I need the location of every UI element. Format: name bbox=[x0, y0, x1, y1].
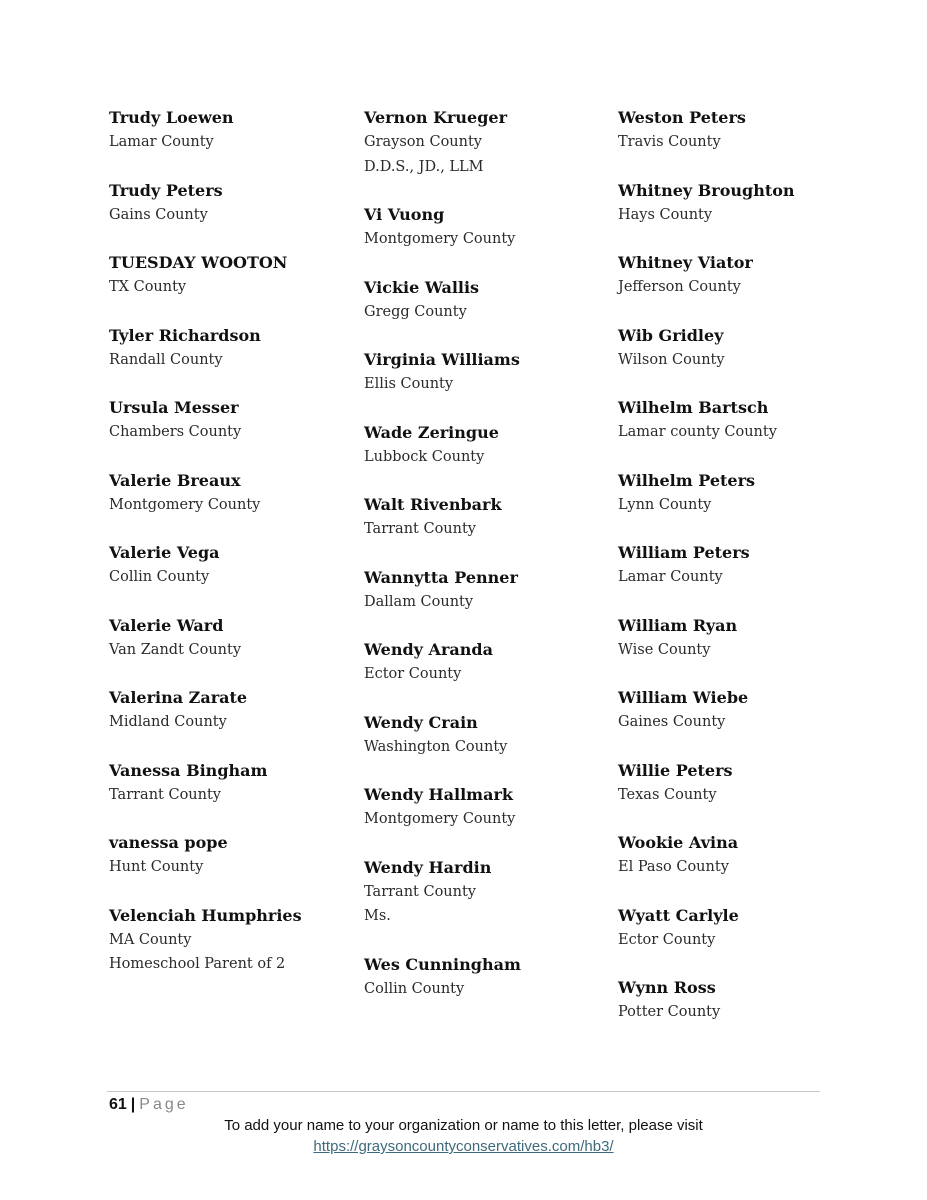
signatory-entry bbox=[618, 324, 858, 373]
signatory-entry bbox=[618, 759, 858, 808]
signatory-entry bbox=[364, 493, 604, 542]
signatory-county: Gregg County bbox=[364, 303, 467, 320]
signatory-name: Ursula Messer bbox=[109, 398, 239, 417]
signatory-entry bbox=[109, 831, 349, 880]
signatory-county: TX County bbox=[109, 279, 187, 295]
signatory-name: Wannytta Penner bbox=[364, 567, 518, 587]
signatory-name: Wendy Aranda bbox=[364, 640, 493, 659]
signatory-entry bbox=[364, 953, 604, 1002]
signatory-entry bbox=[109, 324, 349, 373]
signatory-entry bbox=[618, 976, 858, 1025]
signatory-county: Van Zandt County bbox=[109, 641, 242, 658]
signatory-county: Ector County bbox=[618, 931, 716, 948]
signatory-entry bbox=[618, 686, 858, 735]
signatory-name: Wyatt Carlyle bbox=[618, 905, 739, 925]
signatory-name: Valerie Ward bbox=[109, 615, 224, 635]
signatory-entry bbox=[109, 179, 349, 228]
signatory-name: Wendy Hallmark bbox=[364, 785, 513, 804]
signatory-name: Wilhelm Peters bbox=[618, 470, 756, 490]
signatory-county: Potter County bbox=[618, 1004, 721, 1020]
signatory-county: Hunt County bbox=[109, 859, 204, 875]
footer-divider bbox=[107, 1091, 820, 1092]
signatory-name: Wes Cunningham bbox=[364, 954, 521, 974]
signatory-entry bbox=[618, 904, 858, 953]
signatory-note: Homeschool Parent of 2 bbox=[109, 956, 286, 972]
signatory-name: Wynn Ross bbox=[618, 978, 716, 997]
signatory-entry bbox=[109, 541, 349, 590]
signatory-entry bbox=[109, 396, 349, 445]
signatory-name: Velenciah Humphries bbox=[109, 905, 302, 925]
page-label: Page bbox=[139, 1096, 189, 1113]
signatory-county: Dallam County bbox=[364, 593, 474, 610]
signatory-entry bbox=[364, 638, 604, 687]
signatory-county: Wilson County bbox=[618, 351, 725, 368]
signatory-entry bbox=[618, 541, 858, 590]
signatory-county: Lubbock County bbox=[364, 448, 485, 465]
signatory-entry bbox=[109, 469, 349, 518]
signatory-entry bbox=[618, 251, 858, 300]
signatory-county: Jefferson County bbox=[618, 279, 741, 295]
signatory-name: vanessa pope bbox=[109, 833, 228, 852]
signatory-name: Tyler Richardson bbox=[109, 325, 261, 345]
signatory-entry bbox=[109, 251, 349, 300]
signatory-name: Vickie Wallis bbox=[364, 277, 480, 297]
signatory-entry bbox=[618, 469, 858, 518]
signatory-name: Willie Peters bbox=[618, 760, 733, 780]
signatory-entry bbox=[364, 203, 604, 252]
signatory-entry bbox=[364, 856, 604, 929]
signatory-entry bbox=[618, 106, 858, 155]
signatory-name: Walt Rivenbark bbox=[364, 495, 502, 514]
signatory-county: Hays County bbox=[618, 206, 713, 223]
signatory-name: Trudy Loewen bbox=[109, 108, 234, 127]
signatory-name: Vanessa Bingham bbox=[109, 760, 268, 780]
signatory-entry bbox=[618, 614, 858, 663]
signatory-name: Valerie Breaux bbox=[109, 470, 241, 490]
signatory-county: Gaines County bbox=[618, 714, 726, 730]
signatory-entry bbox=[109, 759, 349, 808]
signatory-entry bbox=[109, 614, 349, 663]
signatory-county: Gains County bbox=[109, 206, 208, 223]
signatory-county: Lamar County bbox=[618, 569, 723, 585]
signatory-entry bbox=[364, 783, 604, 832]
signatory-name: Valerina Zarate bbox=[109, 688, 248, 707]
signatory-county: Collin County bbox=[364, 980, 465, 997]
signatory-name: Wade Zeringue bbox=[364, 422, 499, 442]
signatory-county: Lamar County bbox=[109, 134, 214, 150]
signatory-name: Weston Peters bbox=[618, 108, 746, 127]
signatory-entry bbox=[364, 421, 604, 470]
signatory-county: Grayson County bbox=[364, 134, 482, 150]
signatory-county: Tarrant County bbox=[109, 786, 221, 803]
signatory-county: Washington County bbox=[364, 738, 508, 755]
signatory-name: Wookie Avina bbox=[618, 833, 739, 852]
signatory-name: Wendy Hardin bbox=[364, 857, 492, 877]
signatory-note: Ms. bbox=[364, 908, 391, 924]
signatory-name: Valerie Vega bbox=[109, 543, 220, 562]
signatory-column-3 bbox=[618, 106, 858, 1049]
page-number-value: 61 bbox=[109, 1096, 127, 1113]
signatory-county: Randall County bbox=[109, 351, 223, 368]
page-number bbox=[109, 1095, 189, 1115]
footer-link[interactable]: https://graysoncountyconservatives.com/hb3/ bbox=[313, 1138, 614, 1155]
signatory-entry bbox=[364, 106, 604, 179]
signatory-entry bbox=[618, 179, 858, 228]
signatory-county: Tarrant County bbox=[364, 883, 476, 900]
signatory-county: Lynn County bbox=[618, 496, 712, 513]
signatory-name: Wendy Crain bbox=[364, 712, 478, 732]
signatory-name: William Peters bbox=[618, 543, 750, 562]
signatory-name: William Ryan bbox=[618, 615, 738, 635]
signatory-name: TUESDAY WOOTON bbox=[109, 253, 288, 272]
signatory-entry bbox=[109, 686, 349, 735]
signatory-county: Ector County bbox=[364, 666, 462, 682]
signatory-name: Wib Gridley bbox=[618, 325, 724, 345]
signatory-entry bbox=[364, 276, 604, 325]
signatory-column-1 bbox=[109, 106, 349, 1001]
signatory-county: Collin County bbox=[109, 569, 210, 585]
signatory-entry bbox=[364, 566, 604, 615]
signatory-entry bbox=[618, 831, 858, 880]
signatory-name: Vernon Krueger bbox=[364, 108, 508, 127]
signatory-entry bbox=[618, 396, 858, 445]
signatory-county: Texas County bbox=[618, 786, 717, 803]
signatory-name: Whitney Viator bbox=[618, 253, 753, 272]
signatory-county: Montgomery County bbox=[109, 496, 261, 513]
signatory-name: Whitney Broughton bbox=[618, 180, 795, 200]
signatory-county: Montgomery County bbox=[364, 811, 516, 827]
signatory-county: Lamar county County bbox=[618, 424, 777, 440]
signatory-name: Vi Vuong bbox=[364, 205, 445, 224]
signatory-county: Travis County bbox=[618, 134, 721, 150]
signatory-name: Wilhelm Bartsch bbox=[618, 398, 769, 417]
signatory-entry bbox=[109, 904, 349, 977]
signatory-county: Tarrant County bbox=[364, 521, 476, 537]
signatory-name: Virginia Williams bbox=[364, 350, 520, 369]
signatory-county: Chambers County bbox=[109, 424, 242, 440]
signatory-entry bbox=[364, 348, 604, 397]
signatory-county: MA County bbox=[109, 931, 192, 948]
signatory-name: Trudy Peters bbox=[109, 180, 223, 200]
signatory-entry bbox=[109, 106, 349, 155]
signatory-name: William Wiebe bbox=[618, 688, 749, 707]
signatory-county: Midland County bbox=[109, 714, 227, 730]
signatory-county: Wise County bbox=[618, 641, 711, 658]
footer-message: To add your name to your organization or name to this letter, please visit bbox=[224, 1117, 703, 1134]
signatory-county: Ellis County bbox=[364, 376, 454, 392]
signatory-note: D.D.S., JD., LLM bbox=[364, 158, 484, 175]
signatory-county: Montgomery County bbox=[364, 231, 516, 247]
page-number-separator: | bbox=[130, 1096, 136, 1113]
signatory-column-2 bbox=[364, 106, 604, 1025]
signatory-entry bbox=[364, 711, 604, 760]
signatory-county: El Paso County bbox=[618, 859, 729, 875]
